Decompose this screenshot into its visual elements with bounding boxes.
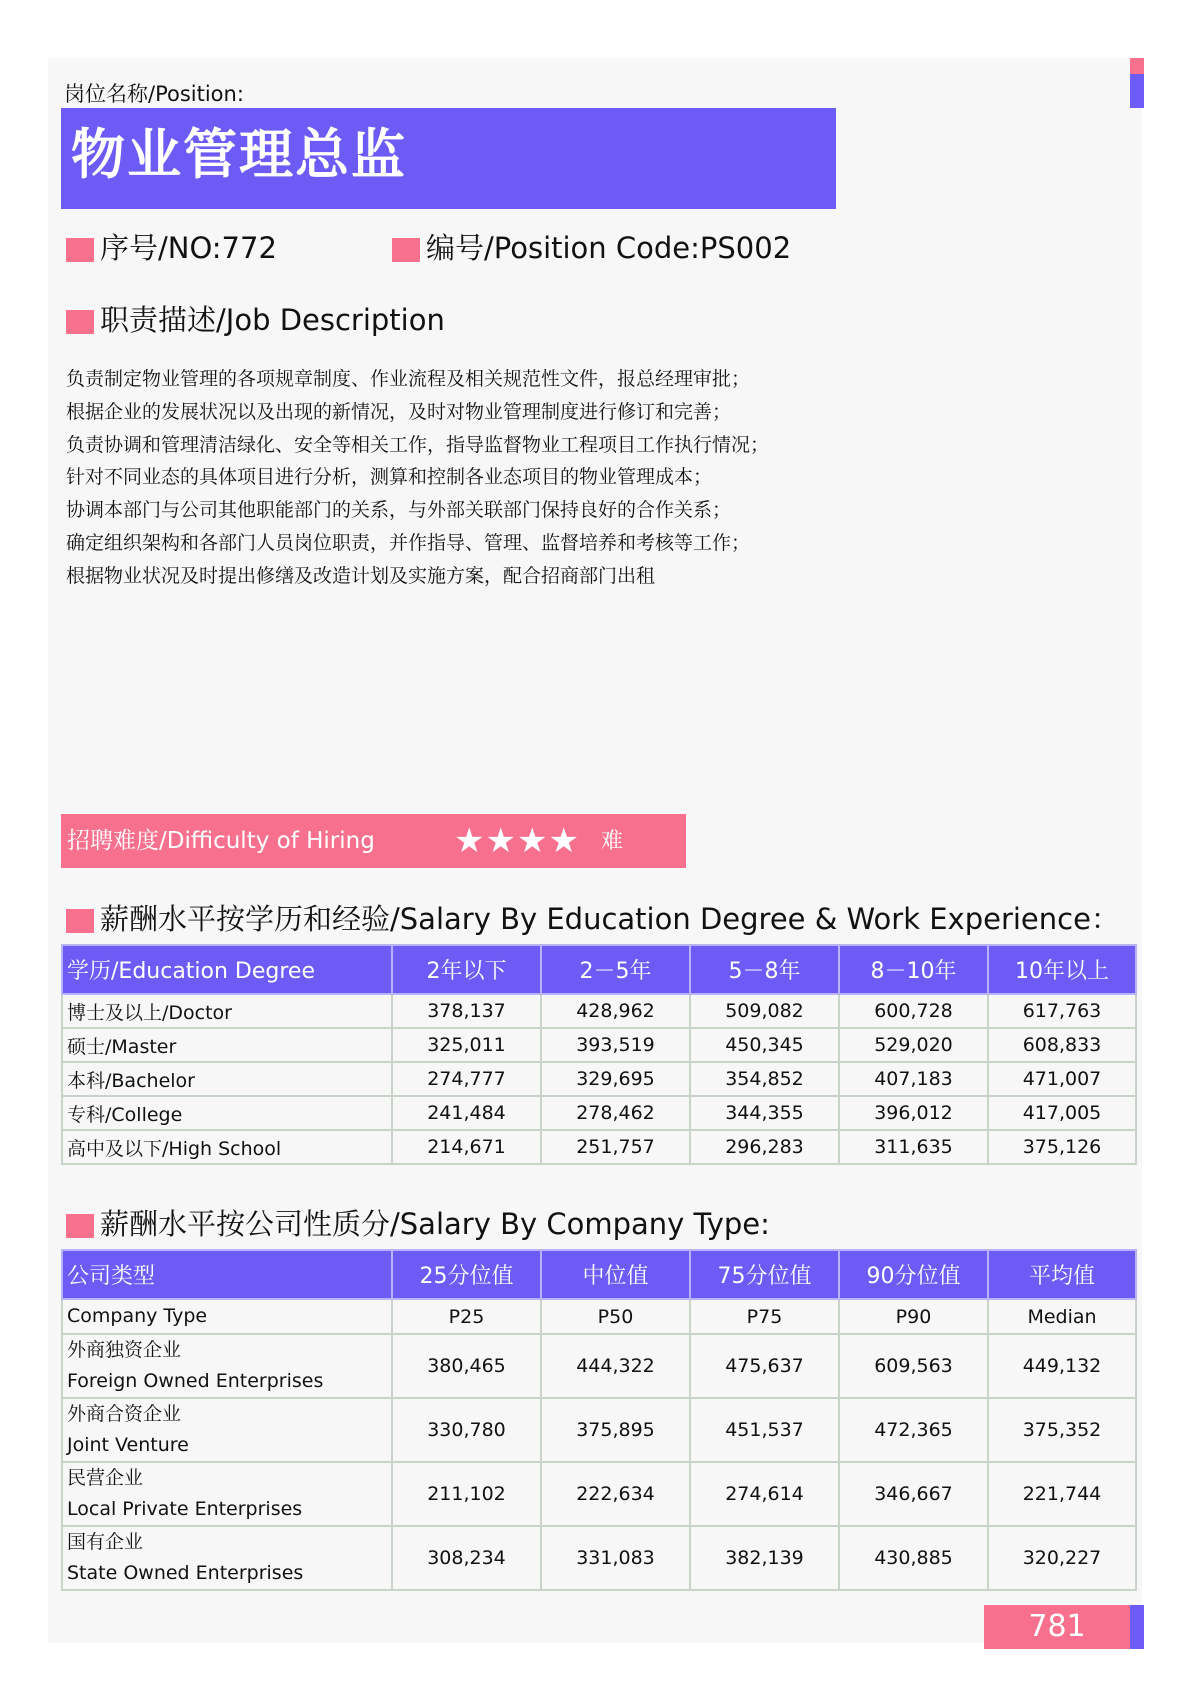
row-label-en: Foreign Owned Enterprises [67,1370,324,1392]
description-line: 针对不同业态的具体项目进行分析，测算和控制各业态项目的物业管理成本； [66,466,713,489]
table-row [62,994,1136,1028]
description-line: 负责协调和管理清洁绿化、安全等相关工作，指导监督物业工程项目工作执行情况； [66,433,770,456]
row-label: 本科/Bachelor [62,1062,392,1096]
column-header: 5－8年 [690,945,839,994]
table-cell: 471,007 [988,1062,1136,1096]
column-header: 75分位值 [690,1250,839,1299]
job-description-body [66,363,769,593]
rating-stars-icon: ★★★★ [454,821,580,861]
subheader-cell: P50 [541,1299,690,1334]
table-cell: 430,885 [839,1526,988,1590]
table-cell: 472,365 [839,1398,988,1462]
table-cell: 344,355 [690,1096,839,1130]
description-line: 协调本部门与公司其他职能部门的关系，与外部关联部门保持良好的合作关系； [66,499,732,522]
row-label [62,1398,392,1462]
hiring-difficulty-level: 难 [601,829,624,854]
table-cell: 509,082 [690,994,839,1028]
table-cell: 296,283 [690,1130,839,1164]
edu-salary-table [61,944,1137,1165]
table-cell: 331,083 [541,1526,690,1590]
edu-salary-heading-text: 薪酬水平按学历和经验/Salary By Education Degree & Work Experience： [100,902,1120,936]
table-row [62,1096,1136,1130]
page-number: 781 [984,1605,1130,1649]
column-header: 2－5年 [541,945,690,994]
column-header: 10年以上 [988,945,1136,994]
subheader-cell: P25 [392,1299,541,1334]
company-salary-heading [66,1204,770,1244]
description-line: 确定组织架构和各部门人员岗位职责，并作指导、管理、监督培养和考核等工作； [66,531,751,554]
table-row [62,1028,1136,1062]
table-header-row [62,1250,1136,1299]
table-cell: 449,132 [988,1334,1136,1398]
table-cell: 274,614 [690,1462,839,1526]
column-header: 8－10年 [839,945,988,994]
column-header: 2年以下 [392,945,541,994]
bullet-square-icon [66,1214,94,1238]
subheader-cell: Company Type [62,1299,392,1334]
table-cell: 529,020 [839,1028,988,1062]
row-label: 专科/College [62,1096,392,1130]
table-cell: 375,126 [988,1130,1136,1164]
table-cell: 378,137 [392,994,541,1028]
position-code-text: 编号/Position Code:PS002 [426,231,792,265]
description-line: 负责制定物业管理的各项规章制度、作业流程及相关规范性文件，报总经理审批； [66,368,751,390]
table-row [62,1462,1136,1526]
table-row [62,1130,1136,1164]
row-label [62,1526,392,1590]
table-cell: 325,011 [392,1028,541,1062]
hiring-difficulty-label: 招聘难度/Difficulty of Hiring [67,828,375,854]
table-cell: 617,763 [988,994,1136,1028]
description-line: 根据物业状况及时提出修缮及改造计划及实施方案，配合招商部门出租 [66,564,656,587]
table-cell: 407,183 [839,1062,988,1096]
column-header: 公司类型 [62,1250,392,1299]
table-cell: 241,484 [392,1096,541,1130]
edu-salary-heading [66,899,1120,939]
table-cell: 428,962 [541,994,690,1028]
row-label-en: State Owned Enterprises [67,1562,304,1584]
bullet-square-icon [66,310,94,334]
hiring-difficulty-bar [61,814,686,868]
job-description-heading [66,300,445,340]
table-cell: 274,777 [392,1062,541,1096]
table-cell: 214,671 [392,1130,541,1164]
table-cell: 320,227 [988,1526,1136,1590]
table-cell: 311,635 [839,1130,988,1164]
serial-number [66,228,277,268]
page-title: 物业管理总监 [71,123,407,186]
column-header: 学历/Education Degree [62,945,392,994]
table-row [62,1062,1136,1096]
row-label: 硕士/Master [62,1028,392,1062]
table-cell: 393,519 [541,1028,690,1062]
table-cell: 475,637 [690,1334,839,1398]
table-row [62,1334,1136,1398]
row-label [62,1462,392,1526]
row-label-cn: 民营企业 [67,1467,144,1489]
position-code [392,228,791,268]
table-cell: 278,462 [541,1096,690,1130]
column-header: 25分位值 [392,1250,541,1299]
table-cell: 451,537 [690,1398,839,1462]
company-salary-heading-text: 薪酬水平按公司性质分/Salary By Company Type: [100,1207,770,1241]
title-banner [61,108,836,209]
table-cell: 221,744 [988,1462,1136,1526]
bullet-square-icon [66,238,94,262]
row-label: 高中及以下/High School [62,1130,392,1164]
bullet-square-icon [66,909,94,933]
table-cell: 222,634 [541,1462,690,1526]
table-cell: 375,352 [988,1398,1136,1462]
row-label-cn: 外商合资企业 [67,1403,182,1425]
description-line: 根据企业的发展状况以及出现的新情况，及时对物业管理制度进行修订和完善； [66,400,732,423]
table-cell: 444,322 [541,1334,690,1398]
row-label-en: Local Private Enterprises [67,1498,303,1520]
row-label: 博士及以上/Doctor [62,994,392,1028]
table-cell: 417,005 [988,1096,1136,1130]
company-salary-table [61,1249,1137,1591]
subheader-cell: P90 [839,1299,988,1334]
column-header: 90分位值 [839,1250,988,1299]
table-cell: 354,852 [690,1062,839,1096]
corner-decoration-pink [1130,58,1144,74]
table-cell: 211,102 [392,1462,541,1526]
bullet-square-icon [392,238,420,262]
table-cell: 396,012 [839,1096,988,1130]
page-number-decoration [1130,1605,1144,1649]
table-cell: 382,139 [690,1526,839,1590]
table-cell: 330,780 [392,1398,541,1462]
table-cell: 329,695 [541,1062,690,1096]
table-cell: 251,757 [541,1130,690,1164]
column-header: 平均值 [988,1250,1136,1299]
corner-decoration-purple [1130,74,1144,108]
table-row [62,1398,1136,1462]
table-cell: 380,465 [392,1334,541,1398]
table-cell: 608,833 [988,1028,1136,1062]
serial-number-text: 序号/NO:772 [100,231,277,265]
row-label-cn: 外商独资企业 [67,1339,182,1361]
table-cell: 346,667 [839,1462,988,1526]
position-label: 岗位名称/Position: [64,82,244,106]
table-subheader-row [62,1299,1136,1334]
table-cell: 375,895 [541,1398,690,1462]
table-cell: 450,345 [690,1028,839,1062]
job-description-heading-text: 职责描述/Job Description [100,303,445,337]
subheader-cell: Median [988,1299,1136,1334]
row-label-en: Joint Venture [67,1434,189,1456]
table-row [62,1526,1136,1590]
table-cell: 609,563 [839,1334,988,1398]
table-header-row [62,945,1136,994]
row-label-cn: 国有企业 [67,1531,144,1553]
table-cell: 308,234 [392,1526,541,1590]
column-header: 中位值 [541,1250,690,1299]
table-cell: 600,728 [839,994,988,1028]
row-label [62,1334,392,1398]
subheader-cell: P75 [690,1299,839,1334]
